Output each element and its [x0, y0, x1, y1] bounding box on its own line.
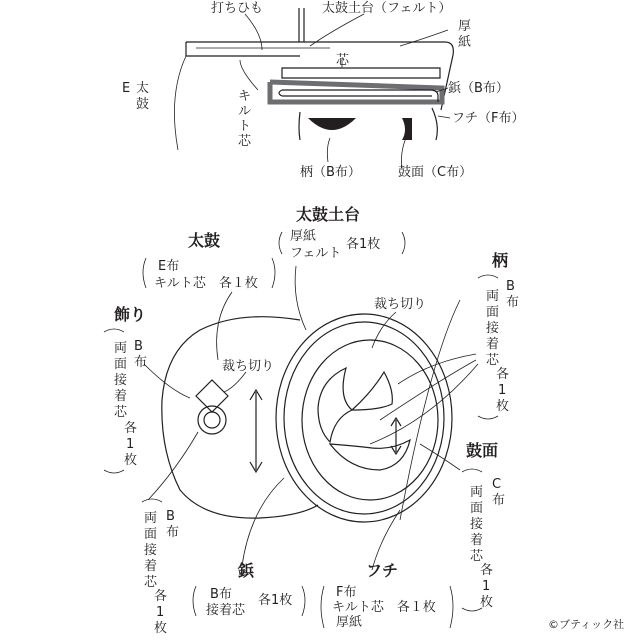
note-e-r2: 面	[486, 305, 500, 320]
label-fuchi-f: フチ（F布）	[452, 111, 525, 126]
note-komen-r2: 面	[470, 501, 484, 516]
note-left-r4: 着	[144, 559, 158, 574]
note-kazari-c2: 1	[126, 437, 135, 452]
note-left-r2: 面	[144, 527, 158, 542]
label-taiko-e-1: E	[122, 81, 131, 96]
note-komen-r1: 両	[470, 485, 484, 500]
note-komen-cnt2: 1	[482, 579, 491, 594]
leader-e	[327, 138, 330, 162]
note-taiko-2: キルト芯 各１枚	[154, 276, 258, 291]
label-e-b: 柄（B布）	[300, 165, 361, 180]
note-e-r1: 両	[486, 289, 500, 304]
felt-base	[282, 68, 440, 78]
bracket-e-bottom	[478, 416, 498, 419]
title-taiko: 太鼓	[188, 231, 221, 250]
note-kazari-b1: B	[134, 339, 143, 354]
handle-piece	[308, 118, 356, 130]
label-byo-b: 鋲（B布）	[448, 81, 509, 96]
komen-outer	[302, 340, 438, 500]
bracket-kazari-top	[104, 329, 124, 332]
note-komen-r3: 接	[470, 517, 484, 532]
label-shin: 芯	[336, 53, 350, 68]
label-quilt-1: キ	[238, 89, 252, 104]
note-kazari-c1: 各	[124, 421, 138, 436]
bracket-dodai-l	[279, 232, 282, 254]
note-kazari-c3: 枚	[124, 453, 138, 468]
title-fuchi: フチ	[366, 561, 399, 580]
parts-diagram	[104, 205, 519, 636]
kazari-diamond	[196, 380, 228, 412]
label-uchihimo: 打ちひも	[211, 1, 264, 16]
bracket-fuchi-r	[450, 586, 453, 628]
fuchi-inner	[284, 322, 444, 514]
bracket-byo-r	[302, 586, 305, 616]
note-left-c2: 1	[156, 605, 165, 620]
bracket-kazari-bottom	[104, 470, 124, 473]
note-dodai-1: 厚紙	[290, 229, 317, 244]
rim-right	[432, 108, 437, 140]
note-e-r5: 芯	[486, 353, 500, 368]
note-e-r4: 着	[486, 337, 500, 352]
note-left-b1: B	[166, 509, 175, 524]
note-fuchi-3: 厚紙	[336, 615, 363, 630]
bracket-komen-top	[462, 469, 482, 472]
note-komen-c1: C	[492, 477, 502, 492]
label-taiko-e-3: 鼓	[136, 97, 150, 112]
note-kazari-r1: 両	[114, 341, 128, 356]
note-dodai-count: 各1枚	[346, 237, 381, 252]
skin-left	[299, 112, 300, 140]
note-byo-1: B布	[210, 587, 232, 602]
leader-saichi2	[372, 312, 396, 348]
label-atsugami-b: 紙	[458, 35, 472, 50]
leader-taiko	[174, 56, 186, 150]
tomoe-3	[330, 440, 410, 470]
bracket-byo-l	[193, 586, 196, 616]
title-kazari: 飾り	[114, 305, 147, 324]
note-left-b2: 布	[166, 525, 180, 540]
note-left-c3: 枚	[154, 621, 168, 636]
leader-fuchi	[438, 116, 450, 118]
note-e-c2: 1	[498, 383, 507, 398]
leader-komen	[402, 138, 407, 168]
title-byo: 鋲	[238, 561, 255, 580]
note-e-b2: 布	[506, 295, 520, 310]
title-dodai: 太鼓土台	[296, 205, 361, 224]
note-taiko-1: E布	[158, 259, 180, 274]
leader-dodai2	[295, 266, 306, 330]
leader-atsugami	[400, 30, 448, 46]
rim-end	[279, 90, 282, 96]
note-byo-2: 接着芯	[206, 603, 246, 618]
tomoe-1	[318, 368, 352, 442]
note-kazari-r5: 芯	[114, 405, 128, 420]
note-kazari-r2: 面	[114, 357, 128, 372]
kazari-ring-outer	[198, 406, 226, 434]
credit: ©ブティック社	[548, 618, 625, 631]
note-fuchi-2: キルト芯 各１枚	[332, 600, 436, 615]
leader-taiko2	[217, 292, 232, 360]
bracket-komen-bottom	[462, 608, 482, 611]
leader-quilt	[240, 60, 258, 90]
note-komen-cnt3: 枚	[480, 595, 494, 610]
label-saichi-1: 裁ち切り	[222, 359, 275, 374]
leader-kazari	[144, 364, 190, 398]
bracket-taiko-r	[272, 258, 275, 288]
label-quilt-4: 芯	[238, 134, 252, 149]
note-kazari-r3: 接	[114, 373, 128, 388]
label-dodai-felt: 太鼓土台（フェルト）	[322, 1, 452, 16]
bracket-taiko-l	[143, 258, 146, 288]
note-e-c1: 各	[496, 367, 510, 382]
leader-byo2	[242, 478, 284, 566]
note-left-r5: 芯	[144, 575, 158, 590]
tomoe-2	[352, 372, 392, 410]
label-quilt-2: ル	[238, 104, 252, 119]
cross-section	[122, 0, 524, 180]
label-saichi-2: 裁ち切り	[374, 297, 427, 312]
taiko-body	[162, 317, 318, 518]
drum-face-piece	[402, 118, 412, 140]
title-komen: 鼓面	[466, 441, 499, 460]
note-e-r3: 接	[486, 321, 500, 336]
label-atsugami-a: 厚	[458, 19, 472, 34]
note-byo-count: 各1枚	[258, 593, 293, 608]
label-taiko-e-2: 太	[136, 81, 150, 96]
note-komen-c2: 布	[492, 493, 506, 508]
leader-cord	[245, 14, 262, 50]
kazari-ring-inner	[204, 412, 220, 428]
label-quilt-3: ト	[238, 119, 252, 134]
bracket-e-top	[478, 275, 498, 278]
note-e-b1: B	[506, 279, 515, 294]
taiko-fabric-left	[186, 42, 300, 56]
note-left-r1: 両	[144, 511, 158, 526]
thick-paper	[270, 82, 442, 102]
note-fuchi-1: F布	[336, 585, 357, 600]
note-komen-cnt1: 各	[480, 563, 494, 578]
leader-dodai	[310, 14, 364, 46]
label-komen-c: 鼓面（C布）	[398, 165, 473, 180]
note-dodai-2: フェルト	[290, 246, 342, 261]
title-e: 柄	[492, 251, 509, 270]
note-kazari-r4: 着	[114, 389, 128, 404]
leader-left	[148, 432, 198, 500]
note-left-r3: 接	[144, 543, 158, 558]
note-left-c1: 各	[154, 589, 168, 604]
leader-saichi1	[224, 372, 246, 392]
note-komen-r5: 芯	[470, 549, 484, 564]
bracket-fuchi-l	[321, 586, 324, 628]
bracket-dodai-r	[402, 232, 405, 254]
bracket-left-top	[142, 499, 162, 502]
note-komen-r4: 着	[470, 533, 484, 548]
note-kazari-b2: 布	[134, 355, 148, 370]
note-e-c3: 枚	[496, 399, 510, 414]
